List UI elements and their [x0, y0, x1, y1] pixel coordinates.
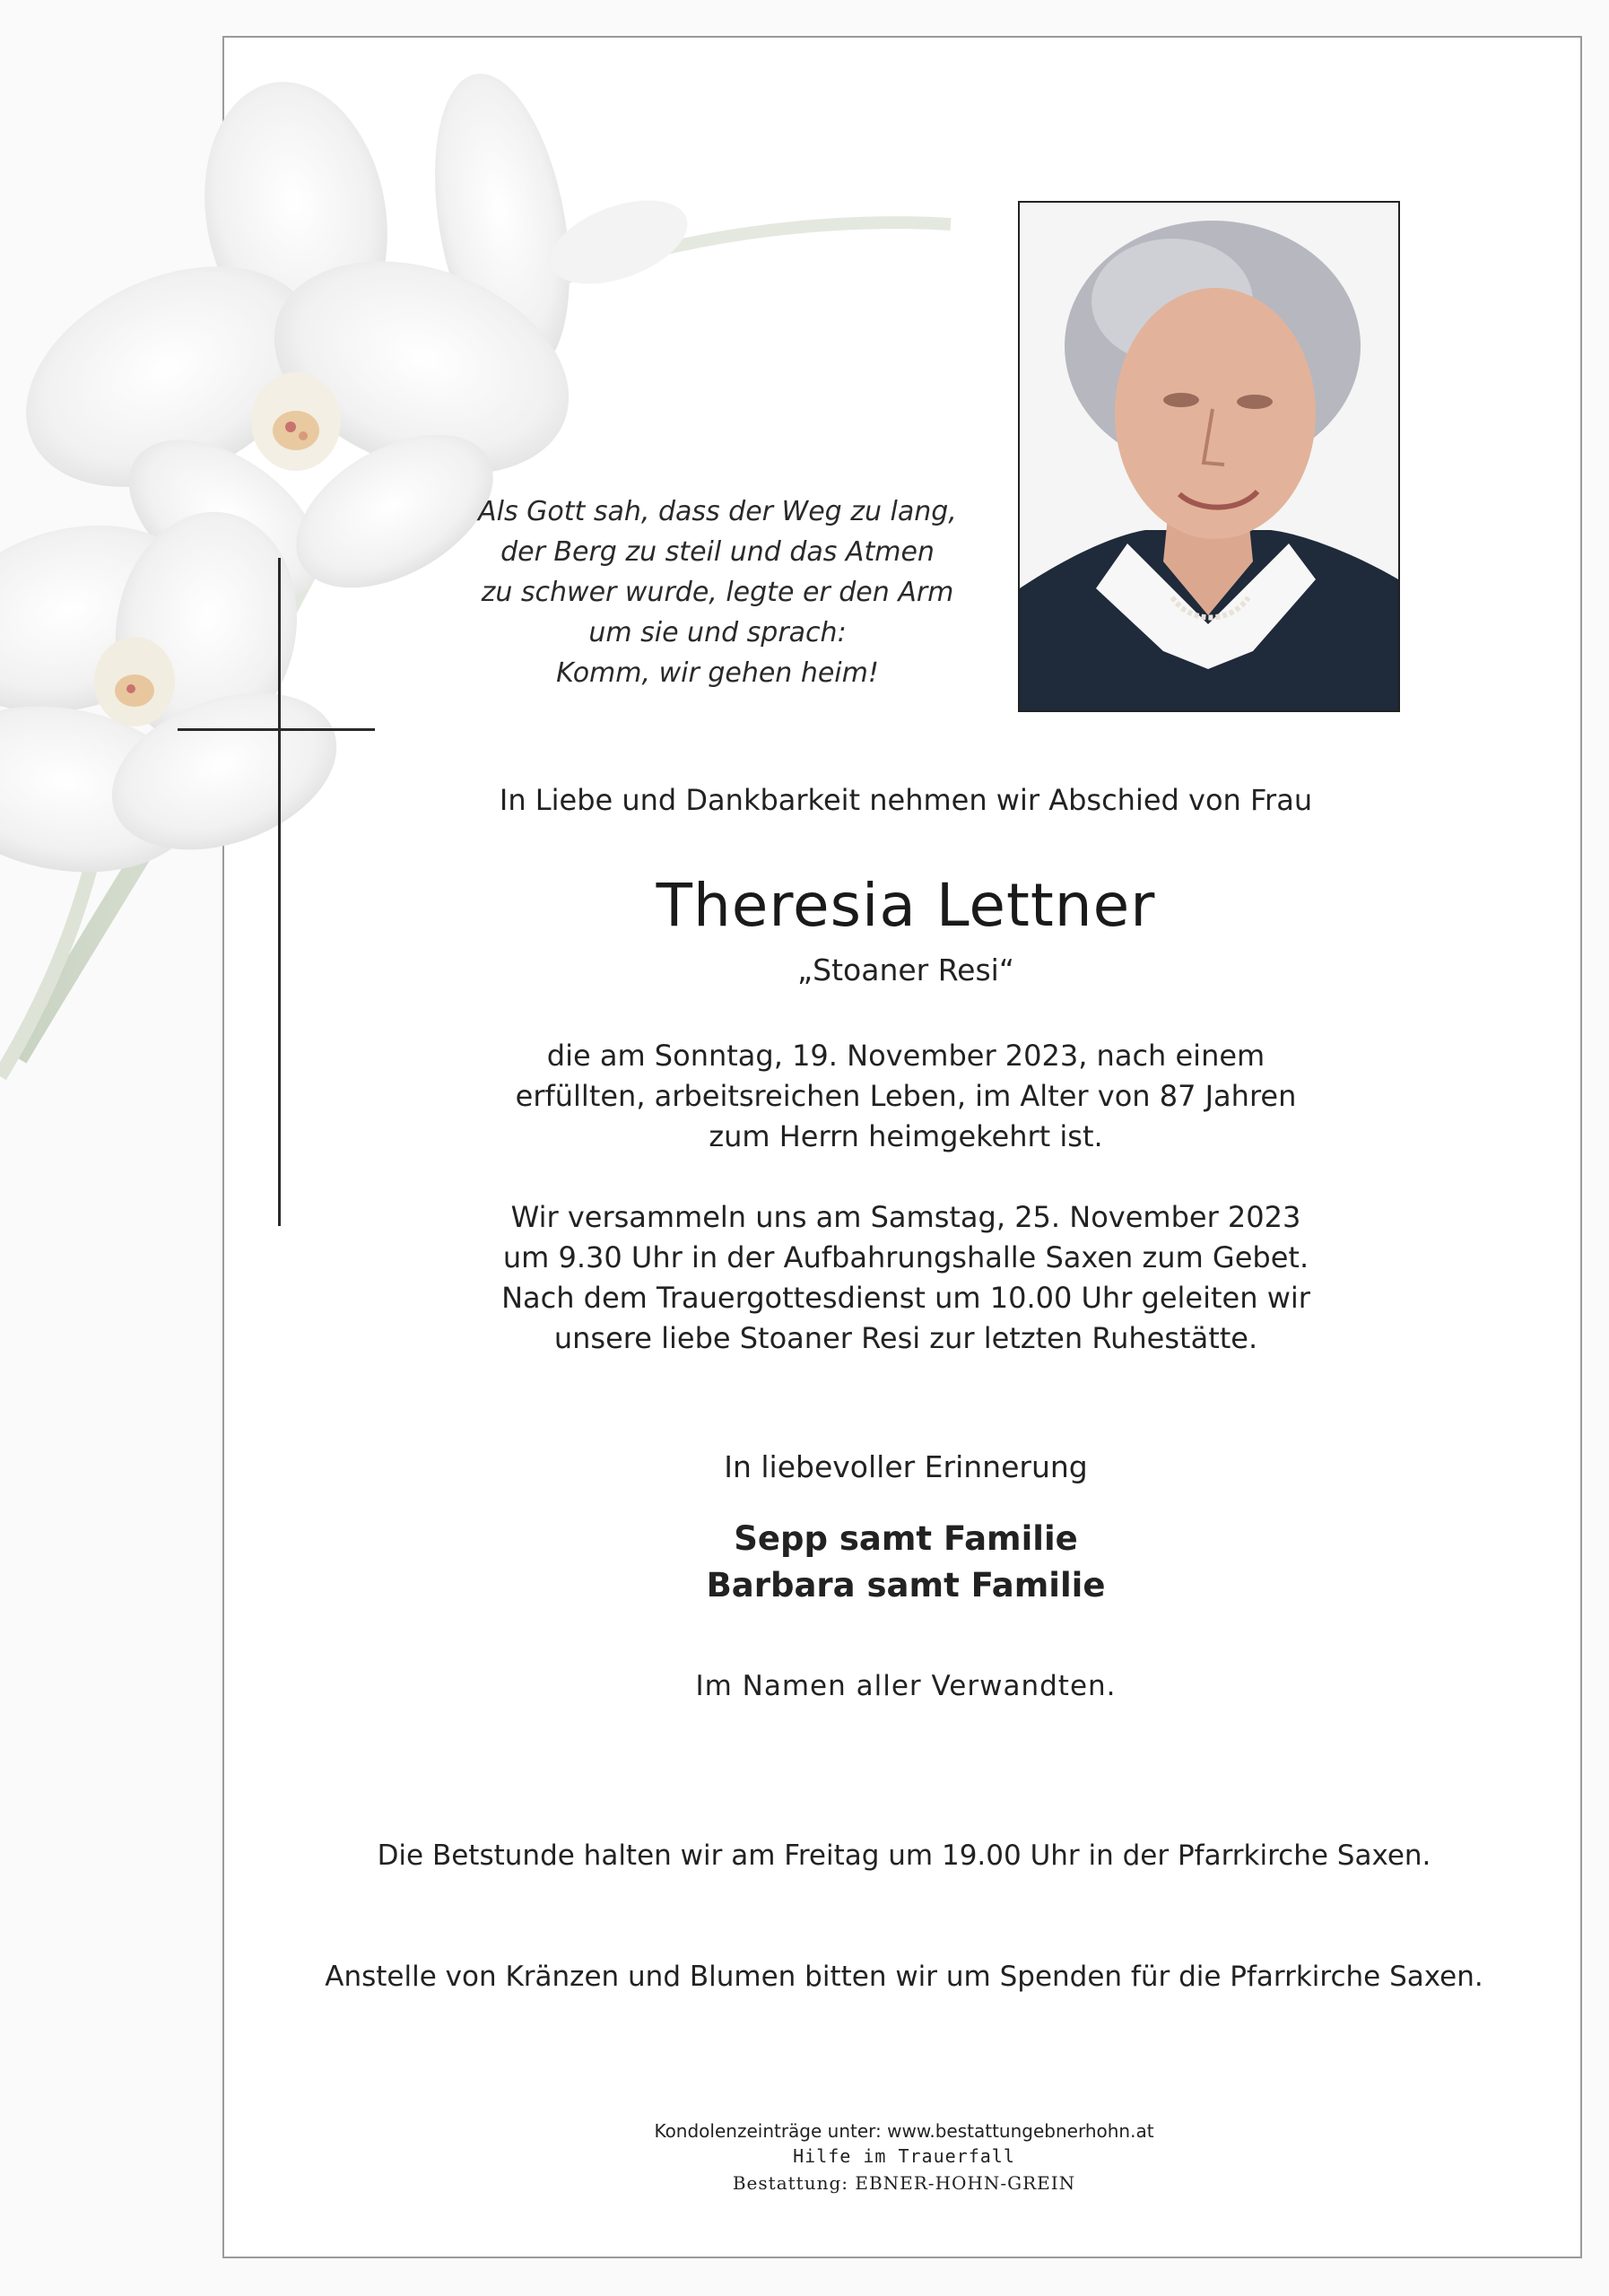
- help-text: Hilfe im Trauerfall: [793, 2145, 1015, 2167]
- death-notice-line: erfüllten, arbeitsreichen Leben, im Alter von 87 Jahren: [515, 1079, 1297, 1113]
- prayer-hour-note: Die Betstunde halten wir am Freitag um 19.00 Uhr in der Pfarrkirche Saxen.: [377, 1839, 1431, 1872]
- family-list: [269, 1516, 1543, 1609]
- portrait-image: [1020, 203, 1398, 710]
- condolence-link[interactable]: Kondolenzeinträge unter: www.bestattungebnerhohn.at: [654, 2120, 1154, 2142]
- ceremony-line: um 9.30 Uhr in der Aufbahrungshalle Saxen zum Gebet.: [502, 1240, 1309, 1274]
- ceremony-line: Nach dem Trauergottesdienst um 10.00 Uhr geleiten wir: [501, 1281, 1310, 1315]
- poem-line: Komm, wir gehen heim!: [556, 657, 879, 689]
- death-notice-line: die am Sonntag, 19. November 2023, nach einem: [546, 1039, 1265, 1073]
- poem-line: Als Gott sah, dass der Weg zu lang,: [478, 496, 957, 527]
- portrait-photo: [1018, 201, 1400, 712]
- death-notice: [269, 1036, 1543, 1157]
- intro-text: In Liebe und Dankbarkeit nehmen wir Abschied von Frau: [499, 783, 1313, 817]
- memory-label: In liebevoller Erinnerung: [724, 1449, 1088, 1484]
- donation-note: Anstelle von Kränzen und Blumen bitten wir um Spenden für die Pfarrkirche Saxen.: [325, 1961, 1483, 1993]
- funeral-home: Bestattung: EBNER-HOHN-GREIN: [732, 2172, 1076, 2194]
- deceased-nickname: „Stoaner Resi“: [797, 952, 1014, 987]
- family-entry: Barbara samt Familie: [706, 1566, 1106, 1605]
- death-notice-line: zum Herrn heimgekehrt ist.: [709, 1119, 1103, 1153]
- ceremony-info: [269, 1197, 1543, 1359]
- deceased-name: Theresia Lettner: [656, 871, 1156, 940]
- relatives-note: Im Namen aller Verwandten.: [695, 1670, 1117, 1702]
- poem-line: um sie und sprach:: [588, 617, 847, 648]
- ceremony-line: Wir versammeln uns am Samstag, 25. November 2023: [510, 1200, 1301, 1234]
- poem: [466, 491, 969, 693]
- ceremony-line: unsere liebe Stoaner Resi zur letzten Ruhestätte.: [553, 1321, 1258, 1355]
- poem-line: der Berg zu steil und das Atmen: [500, 536, 935, 568]
- cross-horizontal-bar: [178, 728, 375, 731]
- poem-line: zu schwer wurde, legte er den Arm: [481, 577, 954, 608]
- family-entry: Sepp samt Familie: [734, 1519, 1078, 1558]
